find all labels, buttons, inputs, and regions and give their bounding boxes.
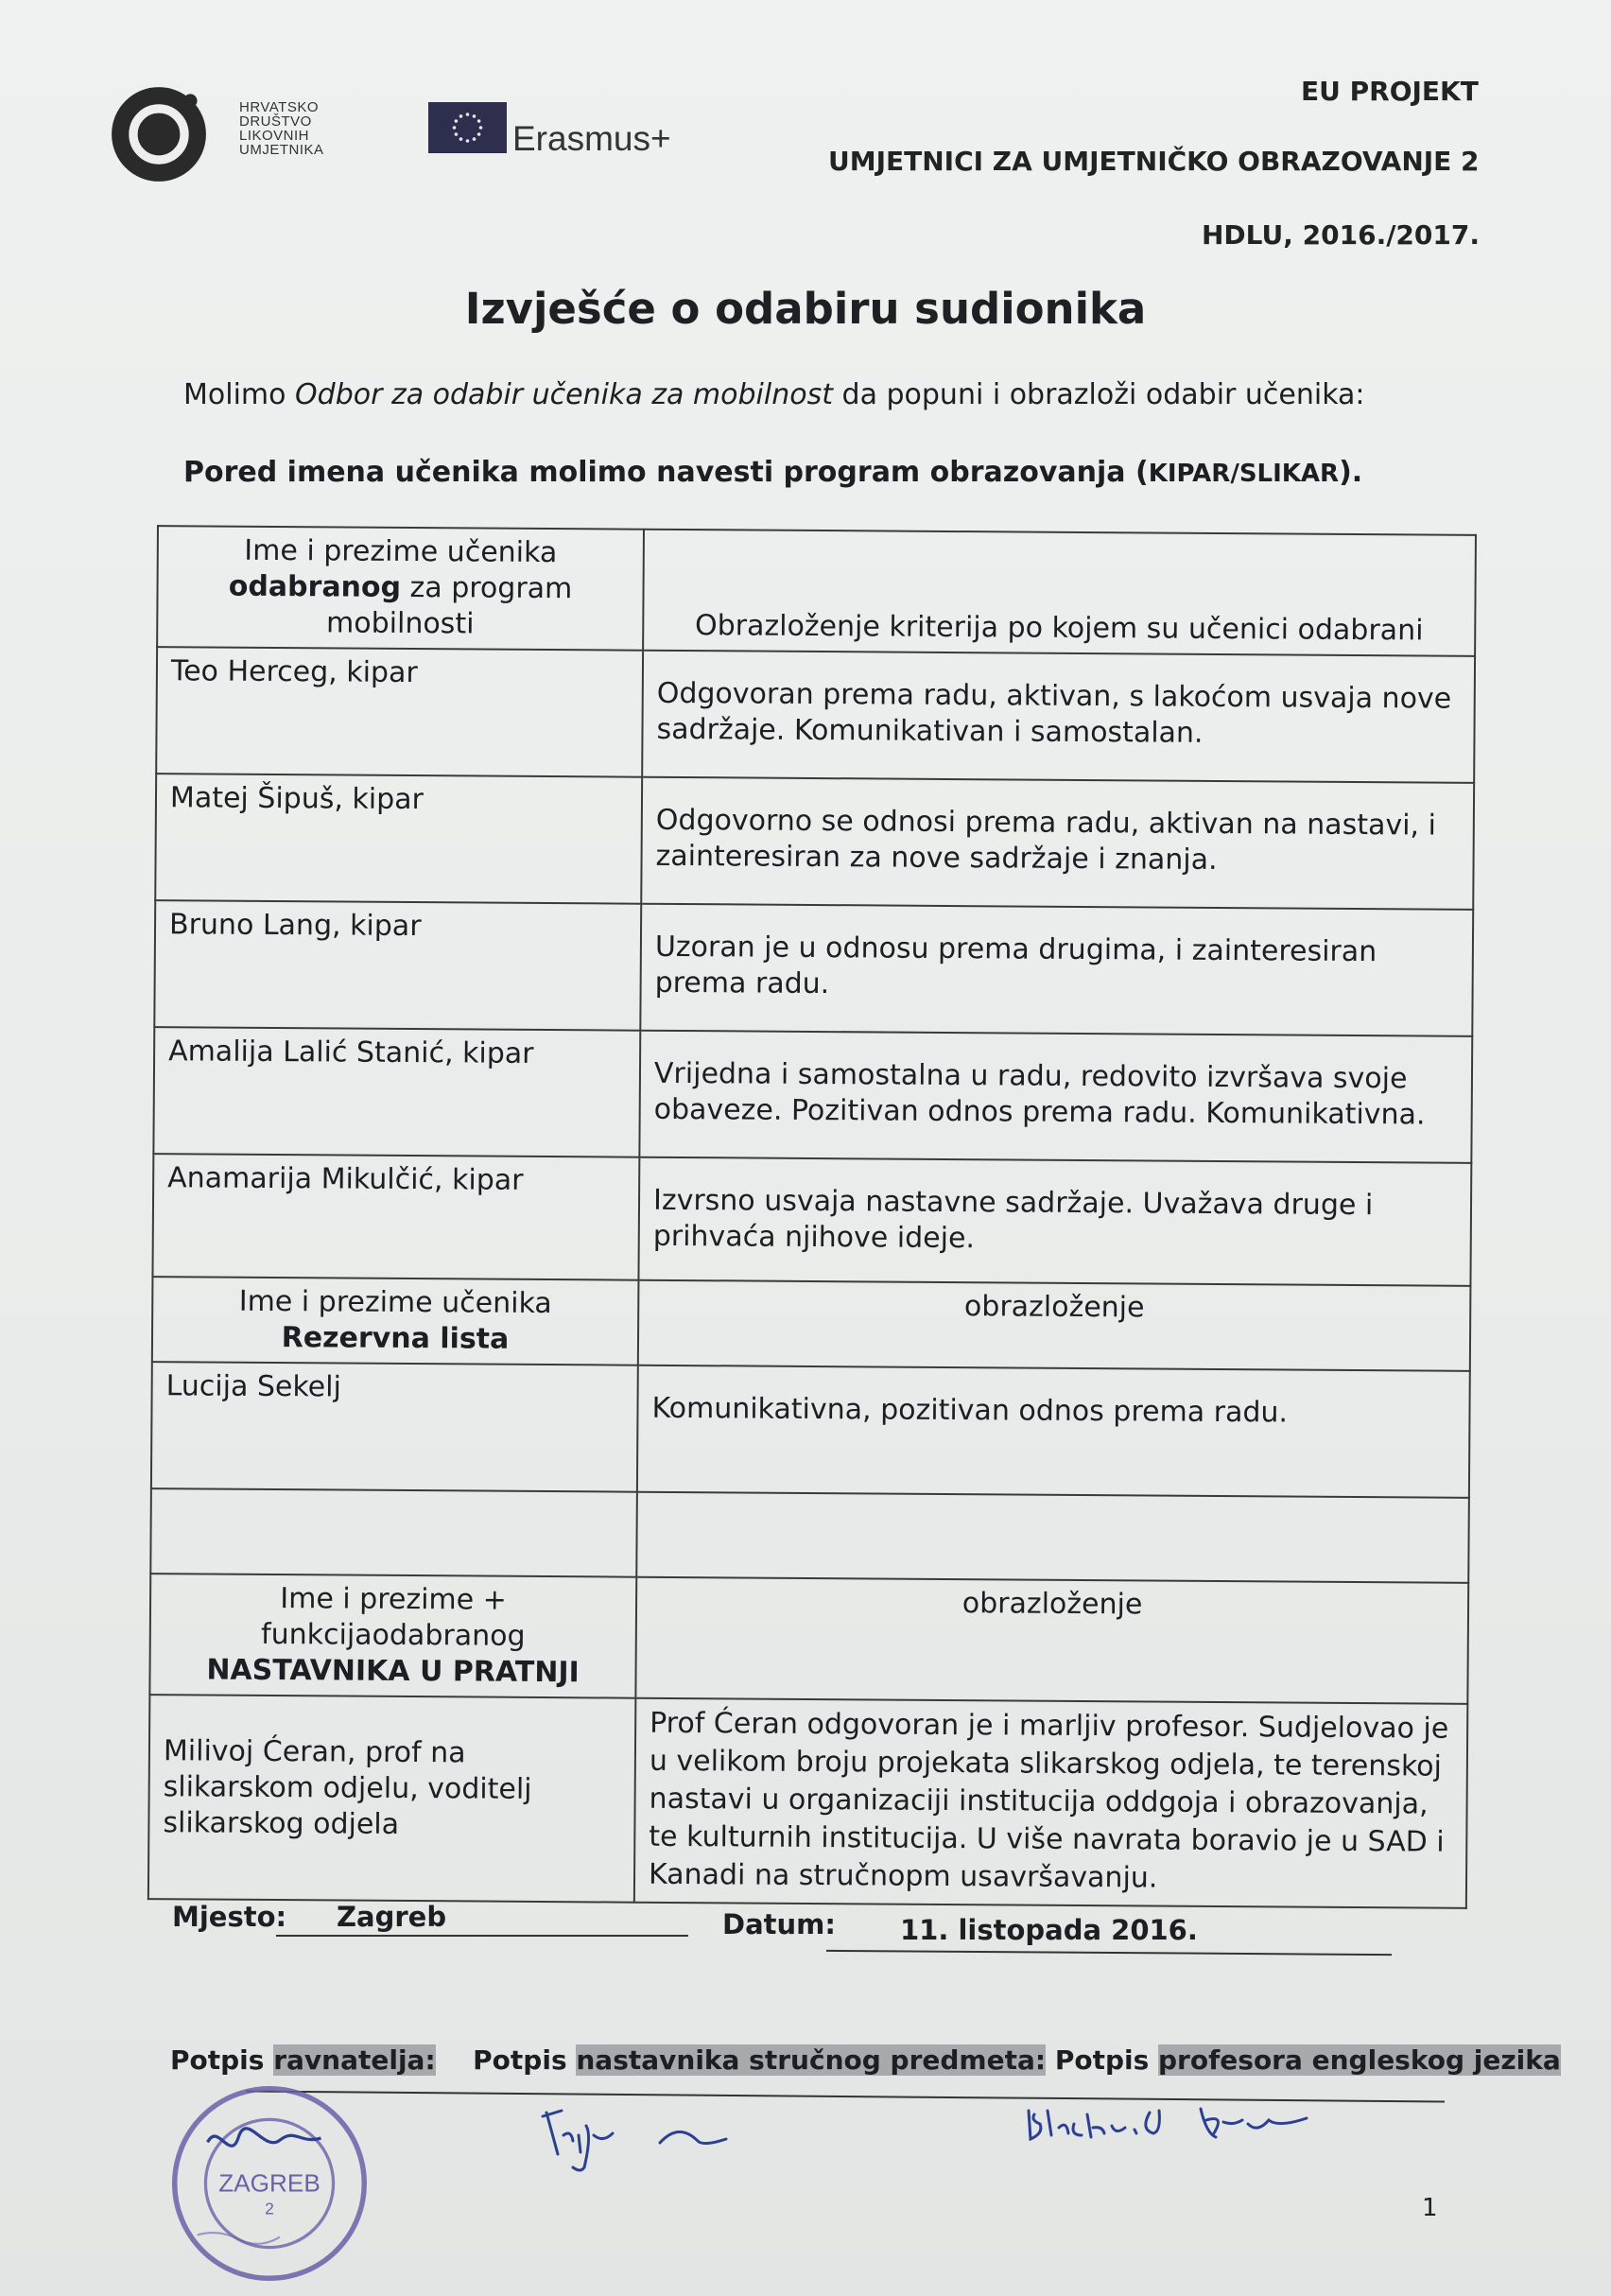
table-row (154, 900, 1473, 1036)
english-sig-label-b: profesora engleskog jezika (1158, 2044, 1561, 2076)
student-reason: Vrijedna i samostalna u radu, redovito izvršava svoje obaveze. Pozitivan odnos prema radu. Komunikativna. (639, 1031, 1472, 1163)
teacher-signature (537, 2097, 760, 2175)
school-stamp (166, 2080, 372, 2287)
reserve-name: Lucija Sekelj (151, 1362, 638, 1492)
teacher-name: Milivoj Ćeran, prof na slikarskom odjelu, voditelj slikarskog odjela (148, 1695, 635, 1903)
place-label: Mjesto: (172, 1901, 287, 1933)
header-line: Ime i prezime učenika (244, 533, 558, 570)
selection-table-wrapper (148, 525, 1477, 1895)
table-row (151, 1362, 1470, 1498)
english-teacher-signature (1021, 2101, 1375, 2154)
student-name: Bruno Lang, kipar (154, 900, 641, 1031)
hdlu-line: DRUŠTVO (239, 113, 312, 130)
student-reason: Izvrsno usvaja nastavne sadržaje. Uvažava druge i prihvaća njihove ideje. (638, 1157, 1471, 1286)
instruction-end: ). (1339, 456, 1363, 489)
header-bold (166, 1319, 624, 1358)
intro-text (183, 378, 1365, 411)
header-bold-text: NASTAVNIKA U PRATNJI (206, 1653, 580, 1690)
reserve-reason: Komunikativna, pozitivan odnos prema radu. (637, 1365, 1470, 1498)
header-line: Ime i prezime učenika (238, 1284, 552, 1321)
project-line-1: EU PROJEKT (1301, 76, 1479, 107)
teacher-header-row (149, 1574, 1468, 1704)
teacher-header-reason: obrazloženje (635, 1577, 1468, 1704)
date-label: Datum: (722, 1908, 836, 1940)
intro-committee: Odbor za odabir učenika za mobilnost (295, 378, 833, 411)
hdlu-line: UMJETNIKA (239, 142, 324, 158)
instruction-program: KIPAR/SLIKAR (1148, 460, 1340, 488)
project-line-3: HDLU, 2016./2017. (1202, 219, 1480, 251)
table-row (156, 647, 1475, 783)
table-row (148, 1695, 1467, 1908)
stamp-city: ZAGREB (218, 2168, 320, 2198)
student-reason: Odgovoran prema radu, aktivan, s lakoćom usvaja nove sadržaje. Komunikativan i samostalan. (642, 651, 1475, 783)
reserve-reason (636, 1492, 1469, 1583)
reserve-name (150, 1488, 637, 1577)
hdlu-logo (110, 85, 208, 183)
header-bold: odabranog (228, 569, 402, 604)
header-rest: za program mobilnosti (325, 570, 573, 641)
hdlu-name (239, 100, 324, 157)
intro-suffix: da popuni i obrazloži odabir učenika: (832, 378, 1365, 411)
students-header-reason: Obrazloženje kriterija po kojem su učenici odabrani (643, 530, 1476, 656)
place-underline (276, 1935, 688, 1937)
header-bold-text: Rezervna lista (281, 1321, 510, 1356)
instruction-text (183, 456, 1362, 489)
student-name: Anamarija Mikulčić, kipar (152, 1154, 639, 1280)
stamp-number: 2 (265, 2199, 274, 2218)
header-line-2 (171, 568, 630, 643)
teacher-sig-label-b: nastavnika stručnog predmeta: (576, 2044, 1047, 2076)
students-header-name (157, 526, 644, 651)
header-bold (164, 1652, 621, 1691)
intro-prefix: Molimo (183, 378, 296, 411)
table-row (153, 1027, 1472, 1163)
place-value: Zagreb (337, 1901, 447, 1933)
table-row (152, 1154, 1471, 1286)
instruction-main: Pored imena učenika molimo navesti program obrazovanja ( (183, 456, 1149, 489)
erasmus-label: Erasmus+ (512, 119, 671, 158)
student-reason: Odgovorno se odnosi prema radu, aktivan na nastavi, i zainteresiran za nove sadržaje i znanja. (641, 777, 1474, 910)
english-sig-label-a: Potpis (1054, 2044, 1159, 2076)
project-line-2: UMJETNICI ZA UMJETNIČKO OBRAZOVANJE 2 (828, 146, 1480, 177)
document-title: Izvješće o odabiru sudionika (464, 284, 1147, 334)
student-reason: Uzoran je u odnosu prema drugima, i zainteresiran prema radu. (640, 904, 1473, 1036)
reserve-header-reason: obrazloženje (638, 1280, 1471, 1371)
table-row (155, 774, 1474, 910)
director-sig-label-a: Potpis (170, 2044, 274, 2076)
header-line: Ime i prezime + funkcijaodabranog (260, 1582, 526, 1653)
student-name: Amalija Lalić Stanić, kipar (153, 1027, 640, 1157)
hdlu-line: HRVATSKO (239, 99, 320, 115)
students-header-row (157, 526, 1476, 656)
reserve-header-row (152, 1277, 1471, 1371)
signature-labels (170, 2044, 1561, 2076)
hdlu-line: LIKOVNIH (239, 128, 310, 144)
teacher-sig-label-a: Potpis (473, 2044, 577, 2076)
student-name: Teo Herceg, kipar (156, 647, 643, 777)
teacher-header-name (149, 1574, 636, 1698)
teacher-reason: Prof Ćeran odgovoran je i marljiv profesor. Sudjelovao je u velikom broju projekata slikarskog odjela, te terenskoj nastavi u organizaciji institucija oddgoja i obrazovanja, te kulturnih institucija. U više navrata boravio je u SAD i Kanadi na stručnopm usavršavanju. (634, 1698, 1467, 1908)
eu-flag-logo (428, 102, 507, 153)
student-name: Matej Šipuš, kipar (155, 774, 642, 904)
selection-table (147, 525, 1477, 1909)
date-underline (826, 1950, 1392, 1956)
page-number: 1 (1422, 2194, 1438, 2222)
director-sig-label-b: ravnatelja: (273, 2044, 436, 2076)
date-value: 11. listopada 2016. (900, 1914, 1198, 1946)
table-row (150, 1488, 1469, 1583)
reserve-header-name (152, 1277, 639, 1365)
